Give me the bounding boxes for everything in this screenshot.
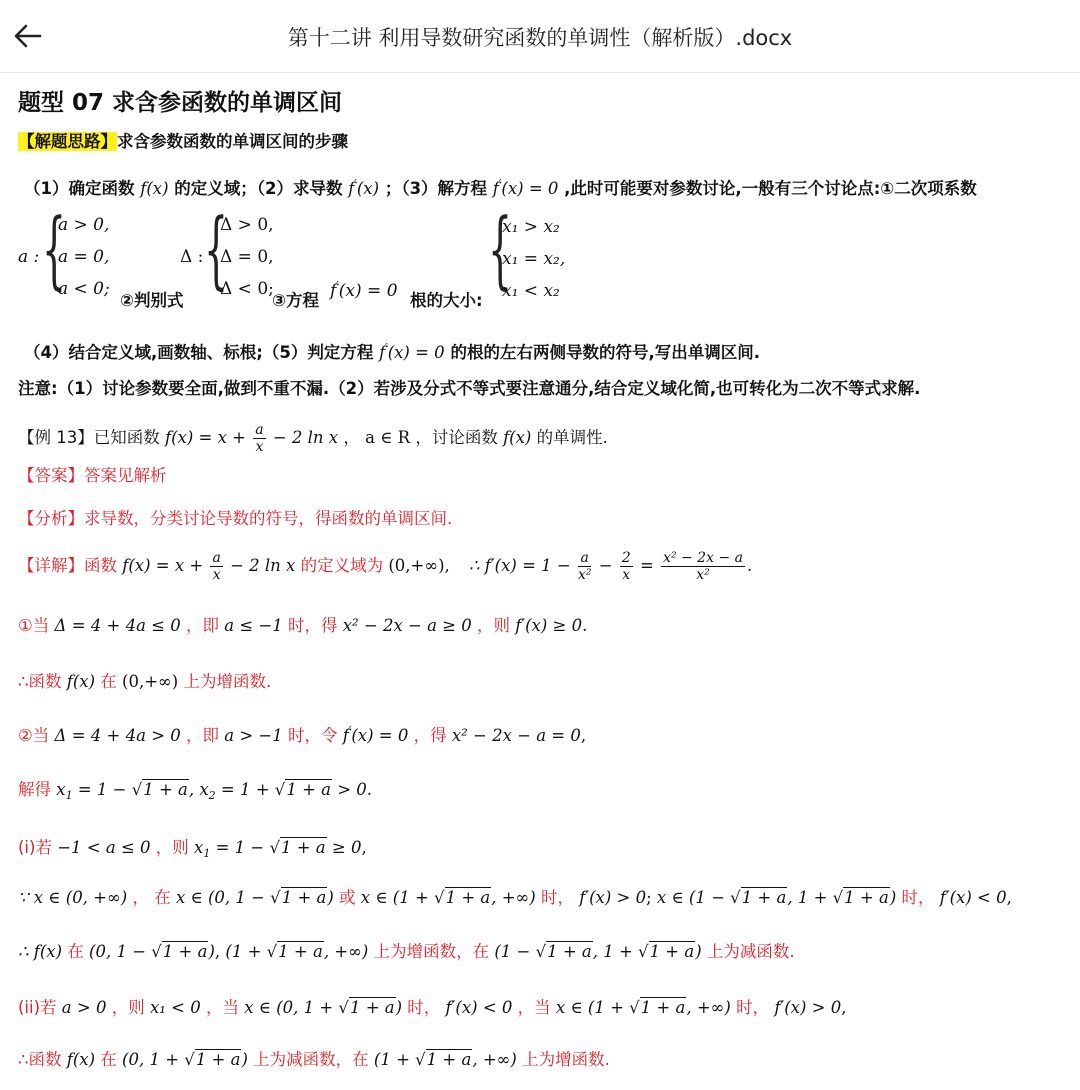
example-tag: 【例 13】已知函数 [18, 428, 160, 447]
note-line: 注意:（1）讨论参数要全面,做到不重不漏.（2）若涉及分式不等式要注意通分,结合定义域化简,也可转化为二次不等式求解. [18, 379, 921, 398]
brace: { [204, 200, 229, 298]
text: 在 [100, 672, 117, 691]
steps-line-4 [24, 339, 760, 363]
formula-sign: f′(x) > 0 [579, 888, 647, 907]
text: 时， [407, 998, 441, 1017]
case-a-row: a < 0; [58, 279, 110, 299]
subcase2-conclusion [18, 1046, 610, 1070]
subcase1-line: (i)若 −1 < a ≤ 0 ，则 $x_1 = 1 - √1 + a \ge 0$, [18, 838, 367, 860]
detail-mid: 的定义域为 [300, 556, 384, 575]
text: 时，得 [287, 616, 338, 635]
text: 上为减函数，在 [253, 1050, 369, 1069]
text: ，得 [413, 726, 447, 745]
param-range: a ∈ R [365, 428, 411, 447]
text: 在 [154, 888, 171, 907]
text: ，则 [111, 998, 145, 1017]
formula-fx: ∴ f(x) [18, 942, 63, 961]
formula-sign: f′(x) > 0 [774, 998, 842, 1017]
formula-interval: (0, 1 − √1 + a) [89, 942, 215, 961]
step5-text: 的根的左右两侧导数的符号,写出单调区间. [450, 343, 760, 362]
formula-fx: f(x) [66, 672, 96, 691]
subcase1-cond: −1 < a ≤ 0 [57, 838, 151, 857]
case-x-row: x₁ = x₂, [502, 249, 566, 269]
case1-ineq: x² − 2x − a ≥ 0 [342, 616, 472, 635]
text: 时，令 [287, 726, 338, 745]
domain: (0,+∞) [122, 672, 179, 691]
roots-line [18, 776, 372, 800]
section-heading: 题型 07 求含参函数的单调区间 [18, 90, 343, 116]
case-x-row: x₁ > x₂ [502, 217, 560, 237]
tip-text: 求含参数函数的单调区间的步骤 [117, 132, 348, 151]
formula-fx: f(x) [503, 428, 532, 447]
case1-tag: ①当 [18, 616, 50, 635]
analysis-line: 【分析】求导数，分类讨论导数的符号，得函数的单调区间. [18, 509, 453, 528]
formula-interval: x ∈ (0, 1 − √1 + a) [175, 888, 334, 907]
text: ，当 [205, 998, 239, 1017]
formula-fprime-eq0: f′(x) = 0 [330, 279, 398, 301]
formula-fx: f(x) [140, 179, 169, 198]
text: 上为增函数，在 [373, 942, 490, 961]
text: ， [132, 888, 149, 907]
formula-fprime-eq0: f′(x) = 0 [379, 341, 445, 362]
formula-interval: (1 − √1 + a, 1 + √1 + a) [494, 942, 702, 961]
root-label-a: ③方程 [272, 291, 319, 310]
case-a-row: a > 0, [58, 215, 110, 235]
formula-fx: f(x) [66, 1050, 96, 1069]
title-bar [0, 0, 1080, 73]
text: ，则 [155, 838, 189, 857]
formula-x-domain: ∵ x ∈ (0, +∞) [18, 888, 128, 907]
subcase1-sign-line: ∵ x ∈ (0, +∞) ， 在 x ∈ (0, 1 − √1 + a) 或 x ∈ (1 + √1 + a, +∞) 时， f′(x) > 0; x ∈ (1 − √1 + a, 1 + √1 + a) 时， f′(x) < 0, [18, 888, 1012, 907]
text: 上为减函数. [706, 942, 795, 961]
case-x-row: x₁ < x₂ [502, 281, 560, 301]
case-a-label: a : [18, 247, 40, 267]
text: ，则 [477, 616, 510, 635]
subcase1-res: ≥ 0 [331, 838, 362, 857]
text: 或 [339, 888, 356, 907]
example-tail: ，讨论函数 [415, 428, 498, 447]
formula-interval: (1 + √1 + a, +∞) [225, 942, 369, 961]
text: ∴函数 [18, 1050, 62, 1069]
case-delta-label: Δ : [180, 247, 204, 267]
step1-text: （1）确定函数 [24, 179, 135, 198]
text: 时， [901, 888, 935, 907]
text: ，当 [517, 998, 551, 1017]
case-x-block [488, 200, 608, 305]
example-tail-end: 的单调性. [536, 428, 608, 447]
formula-fprime: f′(x) [348, 177, 380, 198]
formula-fx-def: f(x) = x + $\frac{a}{x}$ − 2 ln x [165, 422, 339, 455]
brace: { [42, 200, 67, 298]
case1-res: f′(x) ≥ 0 [515, 616, 583, 635]
text: 在 [100, 1050, 117, 1069]
formula-interval: x ∈ (1 + √1 + a, +∞) [360, 888, 536, 907]
text: 时， [540, 888, 574, 907]
formula-interval: (0, 1 + √1 + a) [122, 1050, 248, 1069]
formula-interval: (1 + √1 + a, +∞) [373, 1050, 517, 1069]
formula-interval: x ∈ (1 − √1 + a, 1 + √1 + a) [656, 888, 897, 907]
formula-roots: $x_1 = 1 - √1 + a$, $x_2 = 1 + √1 + a > 0$. [56, 780, 373, 802]
domain: (0,+∞) [388, 556, 445, 575]
case2-line: ②当 Δ = 4 + 4a > 0 ，即 a > −1 时，令 f′(x) = 0 ，得 x² − 2x − a = 0, [18, 724, 587, 745]
steps-line-1 [24, 175, 977, 199]
text: ，即 [186, 616, 219, 635]
case2-a: a > −1 [224, 726, 283, 745]
formula-interval: x ∈ (0, 1 + √1 + a) [244, 998, 403, 1017]
formula-x1: $x_1 = 1 - √1 + a$ [194, 838, 326, 860]
example-line [18, 422, 608, 455]
tip-tag: 【解题思路】 [18, 132, 117, 151]
case1-line: ①当 Δ = 4 + 4a ≤ 0 ，即 a ≤ −1 时，得 x² − 2x − a ≥ 0 ，则 f′(x) ≥ 0. [18, 616, 588, 635]
case-delta-row: Δ = 0, [220, 247, 274, 267]
text: 上为增函数. [522, 1050, 610, 1069]
formula-sign: f′(x) < 0 [939, 888, 1007, 907]
step2-text: 的定义域；（2）求导数 [174, 179, 343, 198]
text: (ii)若 [18, 998, 57, 1017]
formula-derivative: ∴ f′(x) = 1 − $\frac{a}{\text{x²}}$ − $\frac{2}{x}$ = $\frac{\text{x² − 2x − a}}{\text{x²}}$ . [469, 550, 753, 583]
formula-sign: f′(x) < 0 [445, 998, 513, 1017]
text: 时， [736, 998, 770, 1017]
step4-text: （4）结合定义域,画数轴、标根;（5）判定方程 [24, 343, 374, 362]
brace: { [488, 200, 513, 298]
case-a-row: a = 0, [58, 247, 110, 267]
text: 在 [67, 942, 84, 961]
disc-label: ②判别式 [120, 291, 184, 310]
formula-interval: x ∈ (1 + √1 + a, +∞) [555, 998, 731, 1017]
root-label-b: 根的大小: [410, 291, 483, 310]
answer-line: 【答案】答案见解析 [18, 466, 167, 485]
case-delta-row: Δ > 0, [220, 215, 274, 235]
subcase2-res: x₁ < 0 [149, 998, 201, 1017]
step3-text: ；（3）解方程 [384, 179, 488, 198]
case1-cond: Δ = 4 + 4a ≤ 0 [54, 616, 181, 635]
detail-line: 【详解】函数 f(x) = x + $\frac{a}{x}$ − 2 ln x 的定义域为 (0,+∞), ∴ f′(x) = 1 − $\frac{a}{\text{x²}}$ − $\frac{2}{x}$ = $\frac{\text{x² − 2x − a}}{\text{x²}}$ . [18, 550, 753, 583]
text: ∴函数 [18, 672, 62, 691]
text: (i)若 [18, 838, 52, 857]
text: 解得 [18, 780, 51, 799]
subcase2-cond: a > 0 [61, 998, 107, 1017]
document-body [0, 72, 1080, 1090]
case1-conclusion [18, 668, 271, 692]
comma: ， [343, 428, 360, 447]
formula-fprime-eq0: f′(x) = 0 [492, 177, 559, 198]
case2-tag: ②当 [18, 726, 50, 745]
case-delta-row: Δ < 0; [220, 279, 274, 299]
case2-eq: x² − 2x − a = 0 [451, 726, 581, 745]
text: ，即 [186, 726, 219, 745]
document-title: 第十二讲 利用导数研究函数的单调性（解析版）.docx [287, 26, 793, 50]
case-delta-block [180, 200, 483, 310]
formula-fprime-eq0: f′(x) = 0 [342, 724, 409, 745]
case2-cond: Δ = 4 + 4a > 0 [54, 726, 181, 745]
case1-a: a ≤ −1 [224, 616, 283, 635]
step3-note: ,此时可能要对参数讨论,一般有三个讨论点:①二次项系数 [564, 179, 977, 198]
subcase2-line: (ii)若 a > 0 ，则 x₁ < 0 ，当 x ∈ (0, 1 + √1 + a) 时， f′(x) < 0 ，当 x ∈ (1 + √1 + a, +∞) 时， f′(x) > 0, [18, 998, 847, 1017]
subcase1-conclusion: ∴ f(x) 在 (0, 1 − √1 + a), (1 + √1 + a, +∞) 上为增函数，在 (1 − √1 + a, 1 + √1 + a) 上为减函数. [18, 942, 795, 961]
formula-fx-def: f(x) = x + $\frac{a}{x}$ − 2 ln x [122, 550, 296, 583]
detail-tag: 【详解】函数 [18, 556, 117, 575]
solution-tip [18, 128, 348, 152]
text: 上为增函数. [183, 672, 272, 691]
